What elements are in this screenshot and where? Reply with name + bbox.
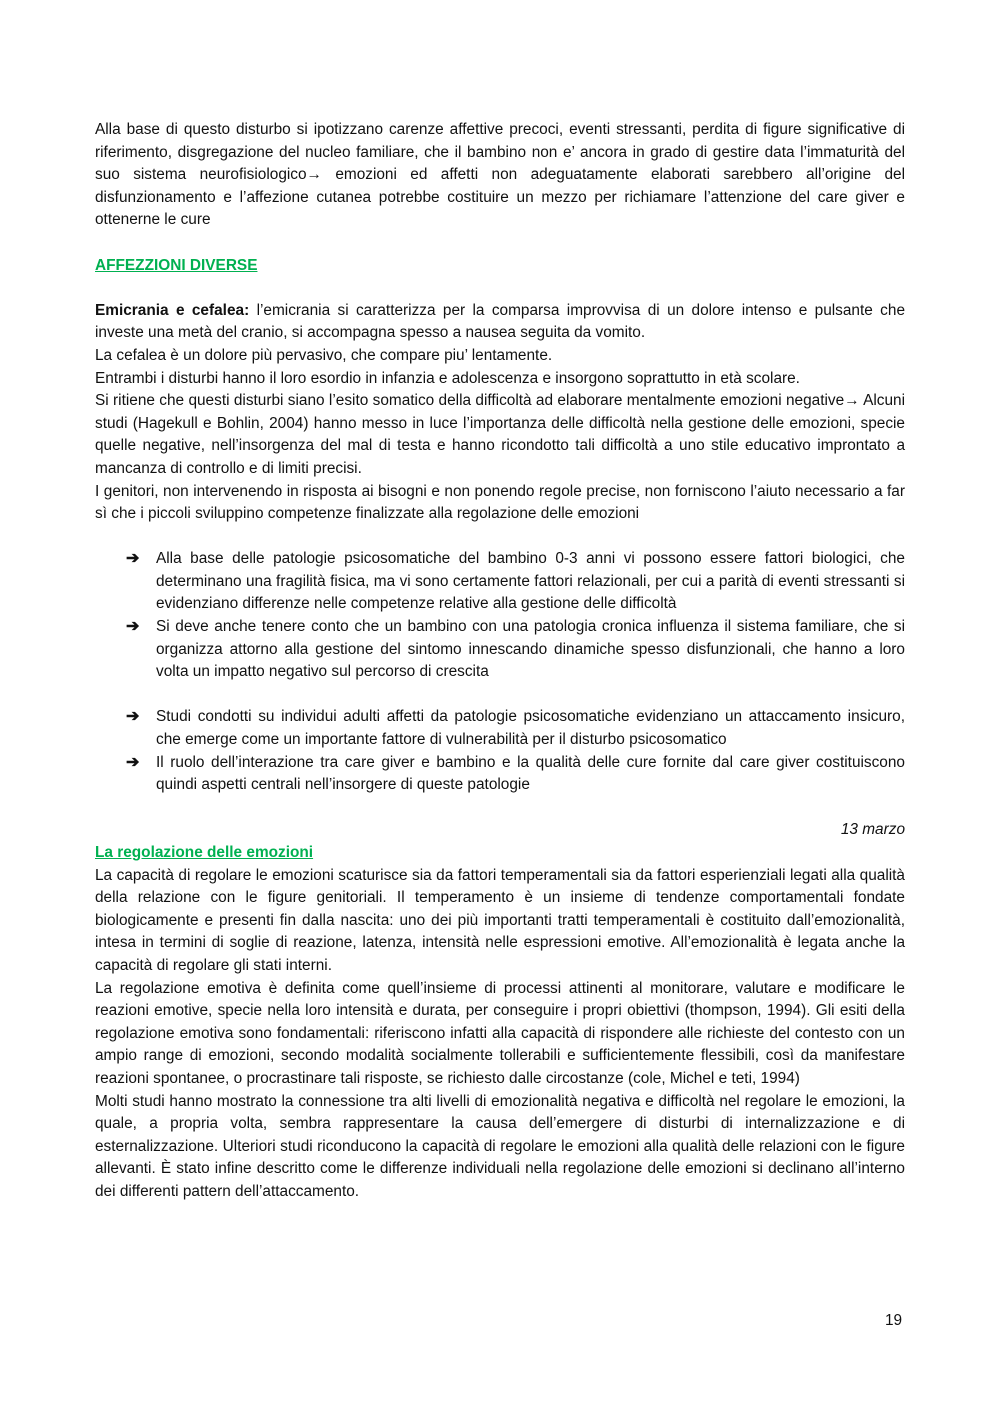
date-label: 13 marzo bbox=[840, 821, 905, 839]
list-item-text: Studi condotti su individui adulti affetti da patologie psicosomatiche evidenziano un attaccamento insicuro, che emerge come un importante fattore di vulnerabilità per il disturbo psicosomatico bbox=[156, 708, 905, 749]
bullet-list-b bbox=[95, 706, 905, 796]
arrow-icon: ➔ bbox=[126, 708, 140, 726]
emicrania-definition: l’emicrania si caratterizza per la comparsa improvvisa di un dolore intenso e pulsante che investe una metà del cranio, si accompagna spesso a nausea seguita da vomito. bbox=[95, 301, 906, 342]
list-item bbox=[126, 616, 905, 684]
studi-paragraph: Molti studi hanno mostrato la connessione tra alti livelli di emozionalità negativa e difficoltà nel regolare le emozioni, la quale, a propria volta, sembra rappresentare la causa dell’emergere di disturbi di internalizzazione e di esternalizzazione. Ulteriori studi riconducono la capacità di regolare le emozioni alla qualità delle relazioni con le figure allevanti. È stato infine descritto come le differenze individuali nella regolazione delle emozioni si declinano all’interno dei differenti pattern dell’attaccamento. bbox=[95, 1092, 905, 1200]
emicrania-term: Emicrania e cefalea: bbox=[95, 301, 250, 319]
list-item-text: Alla base delle patologie psicosomatiche del bambino 0-3 anni vi possono essere fattori biologici, che determinano una fragilità fisica, ma vi sono certamente fattori relazionali, per cui a parità di eventi stressanti si evidenziano differenze nelle competenze relative alla gestione delle difficoltà bbox=[156, 550, 905, 613]
regolazione-paragraph: La regolazione emotiva è definita come quell’insieme di processi attinenti al monitorare, valutare e modificare le reazioni emotive, specie nella loro intensità e durata, per conseguire i propri obiettivi (thompson, 1994). Gli esiti della regolazione emotiva sono fondamentali: riferiscono infatti alla capacità di rispondere alle richieste del contesto con un ampio range di emozioni, secondo modalità socialmente tollerabili e sufficientemente flessibili, così da manifestare reazioni spontanee, o procrastinare tali risposte, se richiesto dalle circostanze (cole, Michel e teti, 1994) bbox=[95, 979, 905, 1087]
cefalea-paragraph: La cefalea è un dolore più pervasivo, che compare piu’ lentamente. bbox=[95, 346, 553, 364]
list-item bbox=[126, 752, 905, 797]
esordio-paragraph: Entrambi i disturbi hanno il loro esordio in infanzia e adolescenza e insorgono soprattutto in età scolare. bbox=[95, 369, 800, 387]
list-item bbox=[126, 548, 905, 616]
list-item-text: Si deve anche tenere conto che un bambino con una patologia cronica influenza il sistema familiare, che si organizza attorno alla gestione del sintomo innescando dinamiche spesso disfunzionali, che hanno a loro volta un impatto negativo sul percorso di crescita bbox=[156, 618, 905, 681]
list-item-text: Il ruolo dell’interazione tra care giver e bambino e la qualità delle cure fornite dal care giver costituiscono quindi aspetti centrali nell’insorgere di queste patologie bbox=[156, 753, 905, 794]
arrow-icon: ➔ bbox=[126, 618, 140, 636]
arrow-icon: ➔ bbox=[126, 753, 140, 771]
arrow-icon: ➔ bbox=[126, 550, 140, 568]
list-item bbox=[126, 706, 905, 751]
studies-paragraph: Si ritiene che questi disturbi siano l’esito somatico della difficoltà ad elaborare mentalmente emozioni negative→ Alcuni studi (Hagekull e Bohlin, 2004) hanno messo in luce l’importanza delle difficoltà nella gestione delle emozioni, specie quelle negative, nell’insorgenza del mal di testa e hanno ricondotto tali difficoltà a uno stile educativo improntato a mancanza di controllo e di limiti precisi. bbox=[95, 392, 905, 477]
section-heading-affezzioni: AFFEZZIONI DIVERSE bbox=[95, 256, 258, 274]
genitori-paragraph: I genitori, non intervenendo in risposta ai bisogni e non ponendo regole precise, non forniscono l’aiuto necessario a far sì che i piccoli sviluppino competenze finalizzate alla regolazione delle emozioni bbox=[95, 482, 905, 523]
emicrania-paragraph bbox=[95, 300, 905, 345]
section-heading-regolazione: La regolazione delle emozioni bbox=[95, 844, 314, 861]
temperamento-paragraph: La capacità di regolare le emozioni scaturisce sia da fattori temperamentali sia da fattori esperienziali legati alla qualità della relazione con le figure genitoriali. Il temperamento è un insieme di tendenze comportamentali fondate biologicamente e presenti fin dalla nascita: uno dei più importanti tratti temperamentali è costituito dall’emozionalità, intesa in termini di soglie di reazione, latenza, intensità nelle espressioni emotive. All’emozionalità è legata anche la capacità di regolare gli stati interni. bbox=[95, 866, 905, 974]
page-number: 19 bbox=[885, 1312, 903, 1329]
intro-paragraph: Alla base di questo disturbo si ipotizzano carenze affettive precoci, eventi stressanti, perdita di figure significative di riferimento, disgregazione del nucleo familiare, che il bambino non e’ ancora in grado di gestire data l’immaturità del suo sistema neurofisiologico→ emozioni ed affetti non adeguatamente elaborati sarebbero all’origine del disfunzionamento e l’affezione cutanea potrebbe costituire un mezzo per richiamare l’attenzione del care giver e ottenerne le cure bbox=[95, 121, 905, 229]
bullet-list-a bbox=[95, 548, 905, 684]
document-page bbox=[95, 119, 905, 1204]
